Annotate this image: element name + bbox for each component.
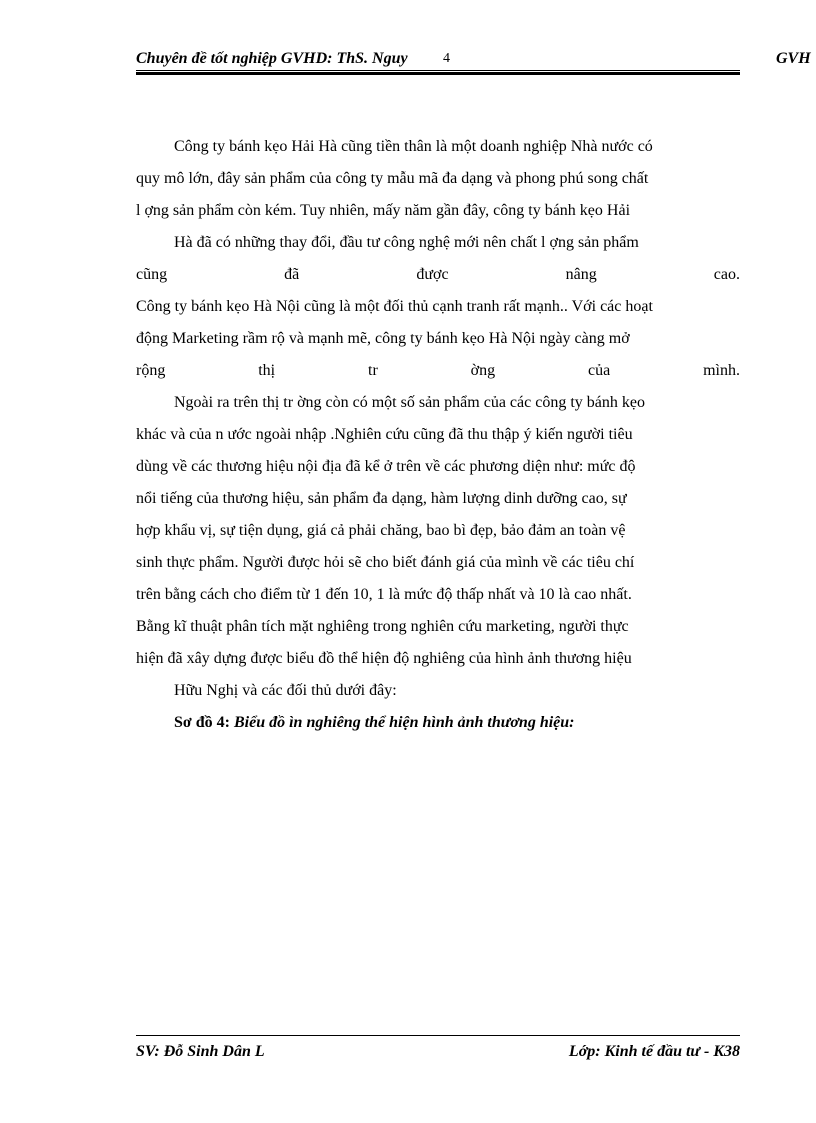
footer-student: SV: Đỗ Sinh Dân L (136, 1043, 265, 1060)
footer-class: Lớp: Kinh tế đầu tư - K38 (568, 1043, 740, 1060)
body-line-10: khác và của n ước ngoài nhập .Nghiên cứu cũng đã thu thập ý kiến người tiêu (136, 426, 633, 443)
body-line-5: cũng đã được nâng cao. (136, 266, 740, 283)
body-line-12: nổi tiếng của thương hiệu, sản phẩm đa dạng, hàm lượng dinh dưỡng cao, sự (136, 490, 627, 507)
body-line-4: Hà đã có những thay đổi, đầu tư công nghệ mới nên chất l ợng sản phẩm (174, 234, 639, 251)
body-line-7: động Marketing rầm rộ và mạnh mẽ, công ty bánh kẹo Hà Nội ngày càng mở (136, 330, 630, 347)
body-line-1: Công ty bánh kẹo Hải Hà cũng tiền thân là một doanh nghiệp Nhà nước có (174, 138, 653, 155)
body-text (136, 131, 740, 739)
header-rule-thick (136, 72, 740, 75)
body-line-15: trên bằng cách cho điểm từ 1 đến 10, 1 là mức độ thấp nhất và 10 là cao nhất. (136, 586, 632, 603)
body-line-13: hợp khẩu vị, sự tiện dụng, giá cả phải chăng, bao bì đẹp, bảo đảm an toàn vệ (136, 522, 626, 539)
body-line-2: quy mô lớn, đây sản phẩm của công ty mẫu mã đa dạng và phong phú song chất (136, 170, 649, 187)
footer-rule (136, 1035, 740, 1036)
body-line-14: sinh thực phẩm. Người được hỏi sẽ cho biết đánh giá của mình về các tiêu chí (136, 554, 635, 571)
header-title: Chuyên đề tốt nghiệp GVHD: ThS. Nguy (136, 50, 408, 67)
header-page-number: 4 (443, 51, 450, 66)
header-right-text: GVH (776, 50, 811, 67)
body-line-18: Hữu Nghị và các đối thủ dưới đây: (174, 682, 397, 699)
body-line-16: Bằng kĩ thuật phân tích mặt nghiêng trong nghiên cứu marketing, người thực (136, 618, 629, 635)
caption-label: Sơ đồ 4: (174, 714, 230, 731)
body-line-11: dùng về các thương hiệu nội địa đã kể ở trên về các phương diện như: mức độ (136, 458, 636, 475)
body-line-9: Ngoài ra trên thị tr ờng còn có một số sản phẩm của các công ty bánh kẹo (174, 394, 645, 411)
body-line-17: hiện đã xây dựng được biểu đồ thể hiện độ nghiêng của hình ảnh thương hiệu (136, 650, 632, 667)
caption-title: Biểu đồ ìn nghiêng thể hiện hình ảnh thương hiệu: (233, 714, 575, 731)
figure-caption (136, 707, 740, 739)
body-line-3: l ợng sản phẩm còn kém. Tuy nhiên, mấy năm gần đây, công ty bánh kẹo Hải (136, 202, 631, 219)
body-line-8: rộng thị tr ờng của mình. (136, 362, 740, 379)
header-rule-thin (136, 70, 740, 71)
page-header (0, 0, 816, 80)
body-line-6: Công ty bánh kẹo Hà Nội cũng là một đối thủ cạnh tranh rất mạnh.. Với các hoạt (136, 298, 653, 315)
